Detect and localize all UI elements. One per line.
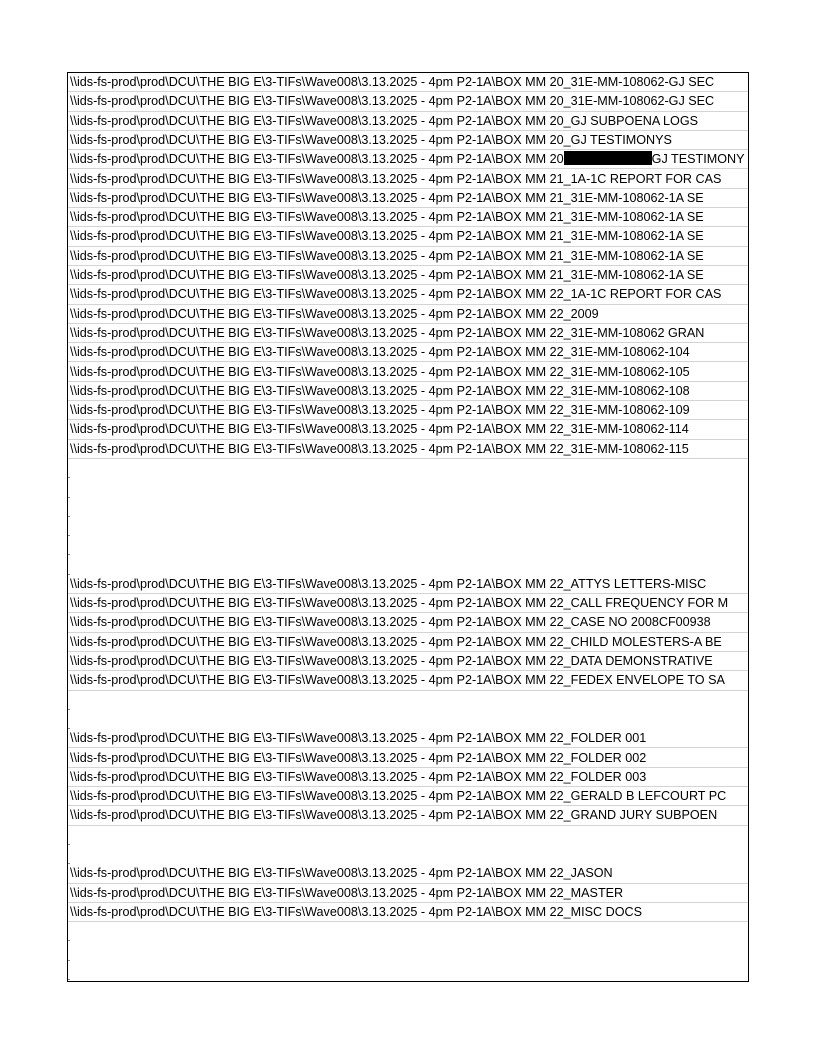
file-path-row: [68, 768, 749, 787]
file-path-text: \\ids-fs-prod\prod\DCU\THE BIG E\3-TIFs\Wave008\3.13.2025 - 4pm P2-1A\BOX MM 20_GJ SUBPOENA LOGS: [70, 113, 699, 128]
file-path-text: \\ids-fs-prod\prod\DCU\THE BIG E\3-TIFs\Wave008\3.13.2025 - 4pm P2-1A\BOX MM 22_CALL FREQUENCY FOR M: [70, 596, 729, 611]
blank-row: [68, 536, 749, 555]
file-path-text: \\ids-fs-prod\prod\DCU\THE BIG E\3-TIFs\Wave008\3.13.2025 - 4pm P2-1A\BOX MM 22_DATA DEMONSTRATIVE: [70, 654, 713, 668]
file-path-text: \\ids-fs-prod\prod\DCU\THE BIG E\3-TIFs\Wave008\3.13.2025 - 4pm P2-1A\BOX MM 22_31E-MM-108062 GRAN: [70, 325, 705, 340]
file-path-text: \\ids-fs-prod\prod\DCU\THE BIG E\3-TIFs\Wave008\3.13.2025 - 4pm P2-1A\BOX MM 22_CHILD MOLESTERS-A BE: [70, 634, 722, 649]
file-path-text: \\ids-fs-prod\prod\DCU\THE BIG E\3-TIFs\Wave008\3.13.2025 - 4pm P2-1A\BOX MM 22_GERALD B LEFCOURT PC: [70, 789, 727, 804]
file-path-text: \\ids-fs-prod\prod\DCU\THE BIG E\3-TIFs\Wave008\3.13.2025 - 4pm P2-1A\BOX MM 22_MISC DOCS: [70, 904, 643, 919]
file-path-row: [68, 440, 749, 459]
file-path-row: [68, 363, 749, 382]
file-path-row: [68, 382, 749, 401]
file-path-text: \\ids-fs-prod\prod\DCU\THE BIG E\3-TIFs\Wave008\3.13.2025 - 4pm P2-1A\BOX MM 22_31E-MM-108062-114: [70, 422, 689, 437]
file-path-text: \\ids-fs-prod\prod\DCU\THE BIG E\3-TIFs\Wave008\3.13.2025 - 4pm P2-1A\BOX MM 22_31E-MM-108062-104: [70, 345, 690, 360]
file-path-row: [68, 613, 749, 632]
file-path-row: [68, 285, 749, 304]
file-path-text: \\ids-fs-prod\prod\DCU\THE BIG E\3-TIFs\Wave008\3.13.2025 - 4pm P2-1A\BOX MM 20_GJ TESTIMONYS: [70, 132, 672, 147]
file-path-text: \\ids-fs-prod\prod\DCU\THE BIG E\3-TIFs\Wave008\3.13.2025 - 4pm P2-1A\BOX MM 22_31E-MM-108062-115: [70, 441, 689, 456]
file-path-text: \\ids-fs-prod\prod\DCU\THE BIG E\3-TIFs\Wave008\3.13.2025 - 4pm P2-1A\BOX MM 22_ATTYS LETTERS-MISC: [70, 576, 707, 591]
file-path-row: [68, 73, 749, 92]
blank-row: [68, 459, 749, 478]
file-path-row: [68, 131, 749, 150]
file-path-text: \\ids-fs-prod\prod\DCU\THE BIG E\3-TIFs\Wave008\3.13.2025 - 4pm P2-1A\BOX MM 22_CASE NO 2008CF00938: [70, 615, 711, 630]
file-path-text: \\ids-fs-prod\prod\DCU\THE BIG E\3-TIFs\Wave008\3.13.2025 - 4pm P2-1A\BOX MM 22_FEDEX ENVELOPE TO SA: [70, 673, 725, 688]
file-path-text: \\ids-fs-prod\prod\DCU\THE BIG E\3-TIFs\Wave008\3.13.2025 - 4pm P2-1A\BOX MM 21_31E-MM-108062-1A SE: [70, 248, 704, 263]
file-path-text: \\ids-fs-prod\prod\DCU\THE BIG E\3-TIFs\Wave008\3.13.2025 - 4pm P2-1A\BOX MM 22_FOLDER 002: [70, 750, 647, 765]
file-path-row: [68, 227, 749, 246]
file-path-row: [68, 324, 749, 343]
blank-row: [68, 826, 749, 845]
file-path-suffix: GJ TESTIMONY: [651, 152, 745, 167]
file-path-text: \\ids-fs-prod\prod\DCU\THE BIG E\3-TIFs\Wave008\3.13.2025 - 4pm P2-1A\BOX MM 21_1A-1C REPORT FOR CAS: [70, 171, 722, 186]
file-path-text: \\ids-fs-prod\prod\DCU\THE BIG E\3-TIFs\Wave008\3.13.2025 - 4pm P2-1A\BOX MM 20: [70, 152, 564, 167]
file-path-text: \\ids-fs-prod\prod\DCU\THE BIG E\3-TIFs\Wave008\3.13.2025 - 4pm P2-1A\BOX MM 22_GRAND JURY SUBPOEN: [70, 808, 718, 823]
file-path-row: [68, 401, 749, 420]
file-path-row: [68, 671, 749, 690]
blank-row: [68, 478, 749, 497]
file-path-row: [68, 112, 749, 131]
file-path-text: \\ids-fs-prod\prod\DCU\THE BIG E\3-TIFs\Wave008\3.13.2025 - 4pm P2-1A\BOX MM 22_1A-1C REPORT FOR CAS: [70, 287, 722, 302]
file-path-row: [68, 806, 749, 825]
file-path-row: [68, 343, 749, 362]
file-path-row: [68, 787, 749, 806]
file-path-text: \\ids-fs-prod\prod\DCU\THE BIG E\3-TIFs\Wave008\3.13.2025 - 4pm P2-1A\BOX MM 20_31E-MM-108062-GJ SEC: [70, 94, 715, 109]
blank-row: [68, 691, 749, 710]
file-path-text: \\ids-fs-prod\prod\DCU\THE BIG E\3-TIFs\Wave008\3.13.2025 - 4pm P2-1A\BOX MM 22_31E-MM-108062-108: [70, 383, 690, 398]
blank-row: [68, 942, 749, 961]
file-path-row: [68, 864, 749, 883]
file-path-row: [68, 150, 749, 169]
blank-row: [68, 498, 749, 517]
file-path-row: [68, 247, 749, 266]
file-path-row: [68, 575, 749, 594]
file-path-row: [68, 305, 749, 324]
file-path-text: \\ids-fs-prod\prod\DCU\THE BIG E\3-TIFs\Wave008\3.13.2025 - 4pm P2-1A\BOX MM 22_FOLDER 003: [70, 769, 647, 784]
file-path-row: [68, 208, 749, 227]
file-path-row: [68, 189, 749, 208]
file-path-row: [68, 420, 749, 439]
file-path-text: \\ids-fs-prod\prod\DCU\THE BIG E\3-TIFs\Wave008\3.13.2025 - 4pm P2-1A\BOX MM 22_31E-MM-108062-105: [70, 364, 690, 379]
file-path-row: [68, 633, 749, 652]
file-path-row: [68, 92, 749, 111]
blank-row: [68, 961, 749, 980]
file-path-text: \\ids-fs-prod\prod\DCU\THE BIG E\3-TIFs\Wave008\3.13.2025 - 4pm P2-1A\BOX MM 22_FOLDER 001: [70, 731, 647, 746]
blank-row: [68, 556, 749, 575]
blank-row: [68, 517, 749, 536]
file-path-text: \\ids-fs-prod\prod\DCU\THE BIG E\3-TIFs\Wave008\3.13.2025 - 4pm P2-1A\BOX MM 22_31E-MM-108062-109: [70, 403, 690, 418]
file-path-row: [68, 884, 749, 903]
file-path-sheet: [67, 72, 749, 982]
file-path-text: \\ids-fs-prod\prod\DCU\THE BIG E\3-TIFs\Wave008\3.13.2025 - 4pm P2-1A\BOX MM 20_31E-MM-108062-GJ SEC: [70, 75, 715, 89]
blank-row: [68, 710, 749, 729]
blank-row: [68, 845, 749, 864]
file-path-row: [68, 266, 749, 285]
file-path-text: \\ids-fs-prod\prod\DCU\THE BIG E\3-TIFs\Wave008\3.13.2025 - 4pm P2-1A\BOX MM 21_31E-MM-108062-1A SE: [70, 210, 704, 225]
file-path-row: [68, 170, 749, 189]
file-path-row: [68, 903, 749, 922]
file-path-text: \\ids-fs-prod\prod\DCU\THE BIG E\3-TIFs\Wave008\3.13.2025 - 4pm P2-1A\BOX MM 21_31E-MM-108062-1A SE: [70, 268, 704, 282]
file-path-text: \\ids-fs-prod\prod\DCU\THE BIG E\3-TIFs\Wave008\3.13.2025 - 4pm P2-1A\BOX MM 22_JASON: [70, 866, 613, 881]
file-path-text: \\ids-fs-prod\prod\DCU\THE BIG E\3-TIFs\Wave008\3.13.2025 - 4pm P2-1A\BOX MM 21_31E-MM-108062-1A SE: [70, 190, 704, 205]
file-path-row: [68, 652, 749, 671]
file-path-row: [68, 749, 749, 768]
file-path-text: \\ids-fs-prod\prod\DCU\THE BIG E\3-TIFs\Wave008\3.13.2025 - 4pm P2-1A\BOX MM 22_2009: [70, 306, 599, 321]
file-path-row: [68, 729, 749, 748]
file-path-text: \\ids-fs-prod\prod\DCU\THE BIG E\3-TIFs\Wave008\3.13.2025 - 4pm P2-1A\BOX MM 22_MASTER: [70, 885, 624, 900]
redaction-box: [564, 151, 652, 165]
file-path-text: \\ids-fs-prod\prod\DCU\THE BIG E\3-TIFs\Wave008\3.13.2025 - 4pm P2-1A\BOX MM 21_31E-MM-108062-1A SE: [70, 229, 704, 244]
blank-row: [68, 922, 749, 941]
row-gridline-tick: [68, 979, 70, 980]
file-path-row: [68, 594, 749, 613]
